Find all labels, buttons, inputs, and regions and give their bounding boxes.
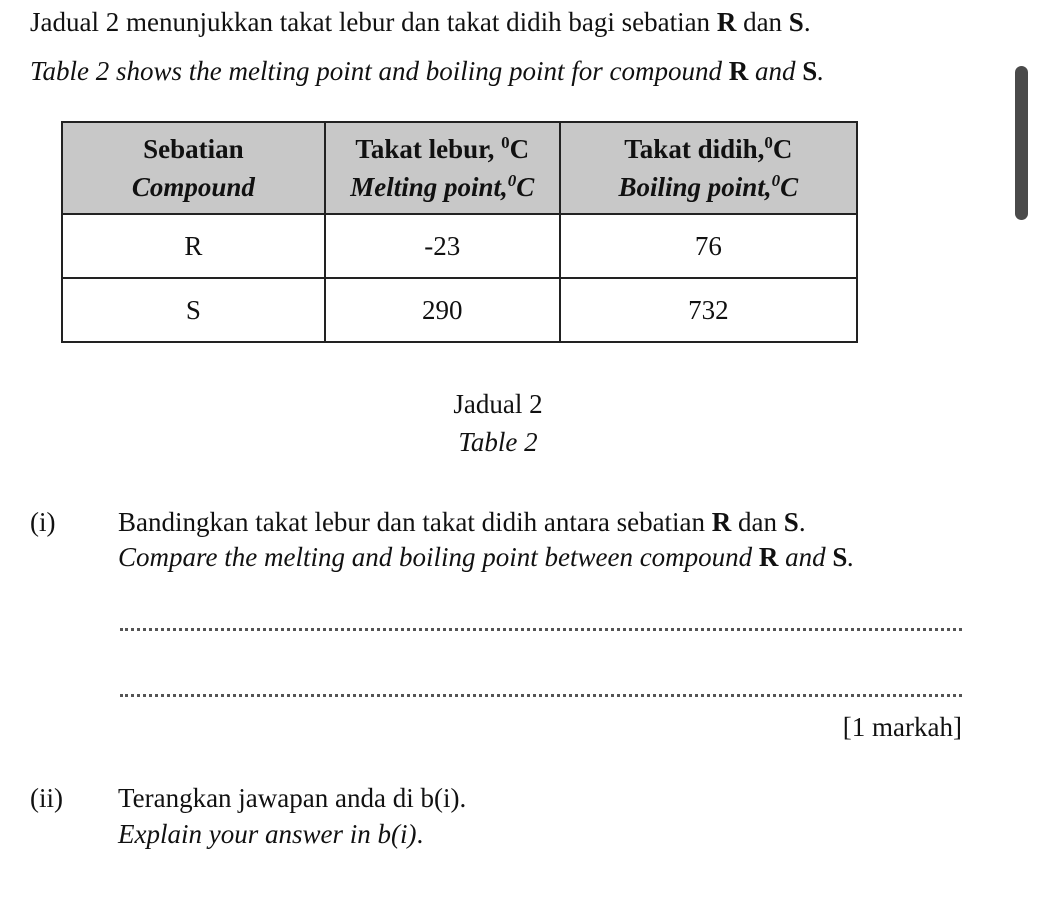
question-ii-english: Explain your answer in b(i).: [118, 819, 424, 849]
cell-melting-point: -23: [325, 214, 560, 278]
header-compound: Sebatian Compound: [62, 122, 325, 214]
cell-compound: R: [62, 214, 325, 278]
scrollbar[interactable]: [1015, 66, 1028, 220]
table-header-row: [62, 122, 857, 214]
intro-english: Table 2 shows the melting point and boiling point for compound R and S.: [30, 56, 825, 86]
intro-malay: Jadual 2 menunjukkan takat lebur dan takat didih bagi sebatian R dan S.: [30, 7, 811, 37]
table-caption-malay: Jadual 2: [453, 389, 543, 419]
header-melting-point: Takat lebur, $^0$C Melting point,$^0$C: [325, 122, 560, 214]
question-i-number: (i): [30, 507, 56, 537]
cell-boiling-point: 732: [560, 278, 857, 342]
question-i-malay: Bandingkan takat lebur dan takat didih antara sebatian R dan S.: [118, 507, 806, 537]
table-caption-english: Table 2: [458, 427, 538, 457]
question-i-english: Compare the melting and boiling point between compound R and S.: [118, 542, 855, 572]
table-row: [62, 278, 857, 342]
marks-label: [1 markah]: [842, 712, 962, 742]
header-boiling-point: Takat didih,$^0$C Boiling point,$^0$C: [560, 122, 857, 214]
cell-boiling-point: 76: [560, 214, 857, 278]
answer-line-2[interactable]: [120, 694, 962, 697]
question-ii-number: (ii): [30, 783, 63, 813]
cell-melting-point: 290: [325, 278, 560, 342]
question-ii-malay: Terangkan jawapan anda di b(i).: [118, 783, 467, 813]
table-row: [62, 214, 857, 278]
cell-compound: S: [62, 278, 325, 342]
answer-line-1[interactable]: [120, 628, 962, 631]
data-table: [61, 121, 858, 343]
